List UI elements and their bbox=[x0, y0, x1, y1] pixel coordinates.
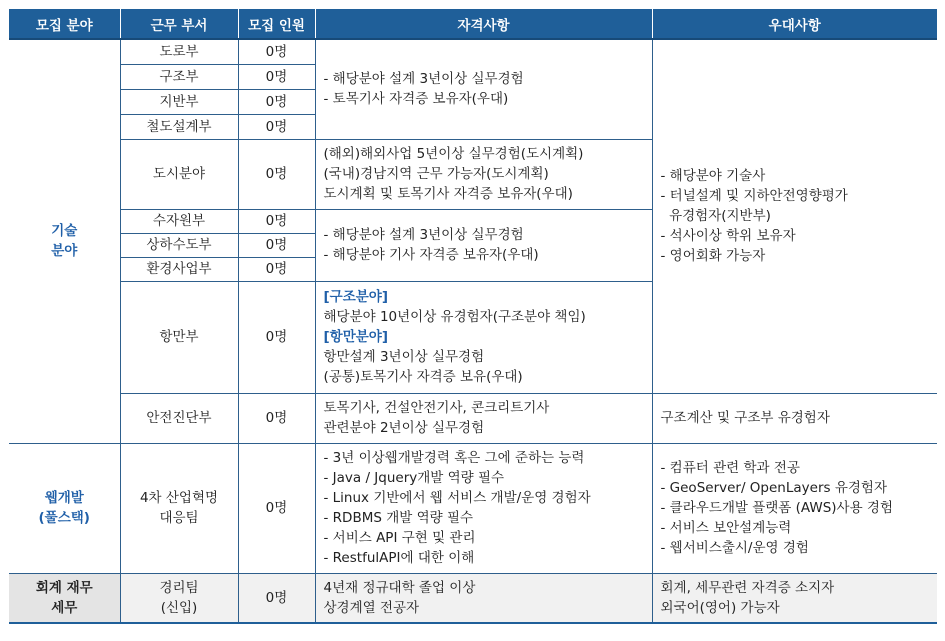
table-row bbox=[9, 573, 937, 623]
pref-line: - 웹서비스출시/운영 경험 bbox=[660, 540, 809, 556]
count-cell: 0명 bbox=[238, 139, 315, 209]
qual-cell bbox=[315, 573, 652, 623]
pref-cell: 구조계산 및 구조부 유경험자 bbox=[652, 393, 937, 443]
dept-line: (신입) bbox=[160, 599, 198, 616]
count-cell: 0명 bbox=[238, 233, 315, 257]
header-dept: 근무 부서 bbox=[120, 9, 238, 39]
qual-line: 토목기사, 건설안전기사, 콘크리트기사 bbox=[323, 400, 550, 416]
dept-cell: 수자원부 bbox=[120, 209, 238, 233]
qual-cell bbox=[315, 139, 652, 209]
dept-cell: 상하수도부 bbox=[120, 233, 238, 257]
table-row bbox=[9, 443, 937, 573]
qual-line: 항만설계 3년이상 실무경험 bbox=[323, 349, 485, 365]
dept-cell: 환경사업부 bbox=[120, 257, 238, 281]
qual-cell bbox=[315, 39, 652, 139]
pref-line: - 서비스 보안설계능력 bbox=[660, 520, 792, 536]
header-field: 모집 분야 bbox=[9, 9, 120, 39]
qual-line: (공통)토목기사 자격증 보유(우대) bbox=[323, 369, 523, 385]
dept-cell: 도시분야 bbox=[120, 139, 238, 209]
qual-line: 4년재 정규대학 졸업 이상 bbox=[323, 579, 476, 596]
dept-cell: 구조부 bbox=[120, 64, 238, 89]
count-cell: 0명 bbox=[238, 114, 315, 139]
qual-cell bbox=[315, 393, 652, 443]
qual-line: - 해당분야 기사 자격증 보유자(우대) bbox=[323, 247, 539, 263]
header-qualifications: 자격사항 bbox=[315, 9, 652, 39]
dept-cell: 지반부 bbox=[120, 89, 238, 114]
pref-line: - 클라우드개발 플랫폼 (AWS)사용 경험 bbox=[660, 500, 894, 516]
qual-subheading: [항만분야] bbox=[323, 329, 389, 345]
pref-line: - 영어회화 가능자 bbox=[660, 248, 766, 265]
qual-line: - RDBMS 개발 역량 필수 bbox=[323, 510, 474, 526]
qual-line: - Linux 기반에서 웹 서비스 개발/운영 경험자 bbox=[323, 490, 591, 506]
field-label: 기술 bbox=[51, 223, 78, 240]
qual-line: - 해당분야 설계 3년이상 실무경험 bbox=[323, 227, 524, 243]
qual-cell bbox=[315, 443, 652, 573]
pref-line: - 해당분야 기술사 bbox=[660, 168, 766, 185]
qual-line: - RestfulAPI에 대한 이해 bbox=[323, 550, 475, 566]
qual-line: - 토목기사 자격증 보유자(우대) bbox=[323, 91, 509, 108]
field-tech-cell bbox=[9, 39, 120, 443]
dept-cell bbox=[120, 443, 238, 573]
pref-line: 유경험자(지반부) bbox=[660, 208, 771, 225]
field-web-cell bbox=[9, 443, 120, 573]
field-acct-cell bbox=[9, 573, 120, 623]
header-row bbox=[9, 9, 937, 39]
dept-cell: 철도설계부 bbox=[120, 114, 238, 139]
header-count: 모집 인원 bbox=[238, 9, 315, 39]
qual-line: 해당분야 10년이상 유경험자(구조분야 책임) bbox=[323, 309, 586, 325]
pref-line: - 터널설계 및 지하안전영향평가 bbox=[660, 188, 848, 205]
qual-cell bbox=[315, 281, 652, 393]
dept-cell: 항만부 bbox=[120, 281, 238, 393]
field-label: 분야 bbox=[51, 243, 78, 260]
count-cell: 0명 bbox=[238, 443, 315, 573]
qual-line: (국내)경남지역 근무 가능자(도시계획) bbox=[323, 166, 549, 182]
count-cell: 0명 bbox=[238, 393, 315, 443]
table-row bbox=[9, 393, 937, 443]
count-cell: 0명 bbox=[238, 89, 315, 114]
qual-line: 관련분야 2년이상 실무경험 bbox=[323, 420, 485, 436]
count-cell: 0명 bbox=[238, 39, 315, 64]
pref-line: 회계, 세무관련 자격증 소지자 bbox=[660, 579, 835, 596]
dept-cell bbox=[120, 573, 238, 623]
qual-line: (해외)해외사업 5년이상 실무경험(도시계획) bbox=[323, 146, 584, 162]
pref-line: - GeoServer/ OpenLayers 유경험자 bbox=[660, 480, 887, 496]
dept-line: 경리팀 bbox=[159, 579, 199, 596]
qual-line: - 해당분야 설계 3년이상 실무경험 bbox=[323, 71, 524, 88]
qual-line: 도시계획 및 토목기사 자격증 보유자(우대) bbox=[323, 186, 573, 202]
field-label: 세무 bbox=[51, 599, 78, 616]
count-cell: 0명 bbox=[238, 573, 315, 623]
qual-line: - 서비스 API 구현 및 관리 bbox=[323, 530, 476, 546]
count-cell: 0명 bbox=[238, 64, 315, 89]
qual-subheading: [구조분야] bbox=[323, 289, 389, 305]
pref-cell bbox=[652, 39, 937, 393]
field-label: 웹개발 bbox=[44, 490, 84, 506]
field-label: (풀스택) bbox=[38, 510, 90, 526]
qual-line: - 3년 이상웹개발경력 혹은 그에 준하는 능력 bbox=[323, 450, 585, 466]
dept-line: 대응팀 bbox=[159, 510, 199, 526]
dept-cell: 안전진단부 bbox=[120, 393, 238, 443]
count-cell: 0명 bbox=[238, 257, 315, 281]
pref-line: 외국어(영어) 가능자 bbox=[660, 599, 780, 616]
dept-line: 4차 산업혁명 bbox=[139, 490, 219, 506]
table-row bbox=[9, 39, 937, 64]
qual-cell bbox=[315, 209, 652, 281]
dept-cell: 도로부 bbox=[120, 39, 238, 64]
count-cell: 0명 bbox=[238, 209, 315, 233]
qual-line: 상경계열 전공자 bbox=[323, 599, 420, 616]
pref-line: - 석사이상 학위 보유자 bbox=[660, 228, 796, 245]
count-cell: 0명 bbox=[238, 281, 315, 393]
header-preferences: 우대사항 bbox=[652, 9, 937, 39]
recruitment-table bbox=[9, 9, 937, 624]
field-label: 회계 재무 bbox=[35, 579, 93, 596]
pref-cell bbox=[652, 443, 937, 573]
qual-line: - Java / Jquery개발 역량 필수 bbox=[323, 470, 505, 486]
pref-cell bbox=[652, 573, 937, 623]
pref-line: - 컴퓨터 관련 학과 전공 bbox=[660, 460, 800, 476]
